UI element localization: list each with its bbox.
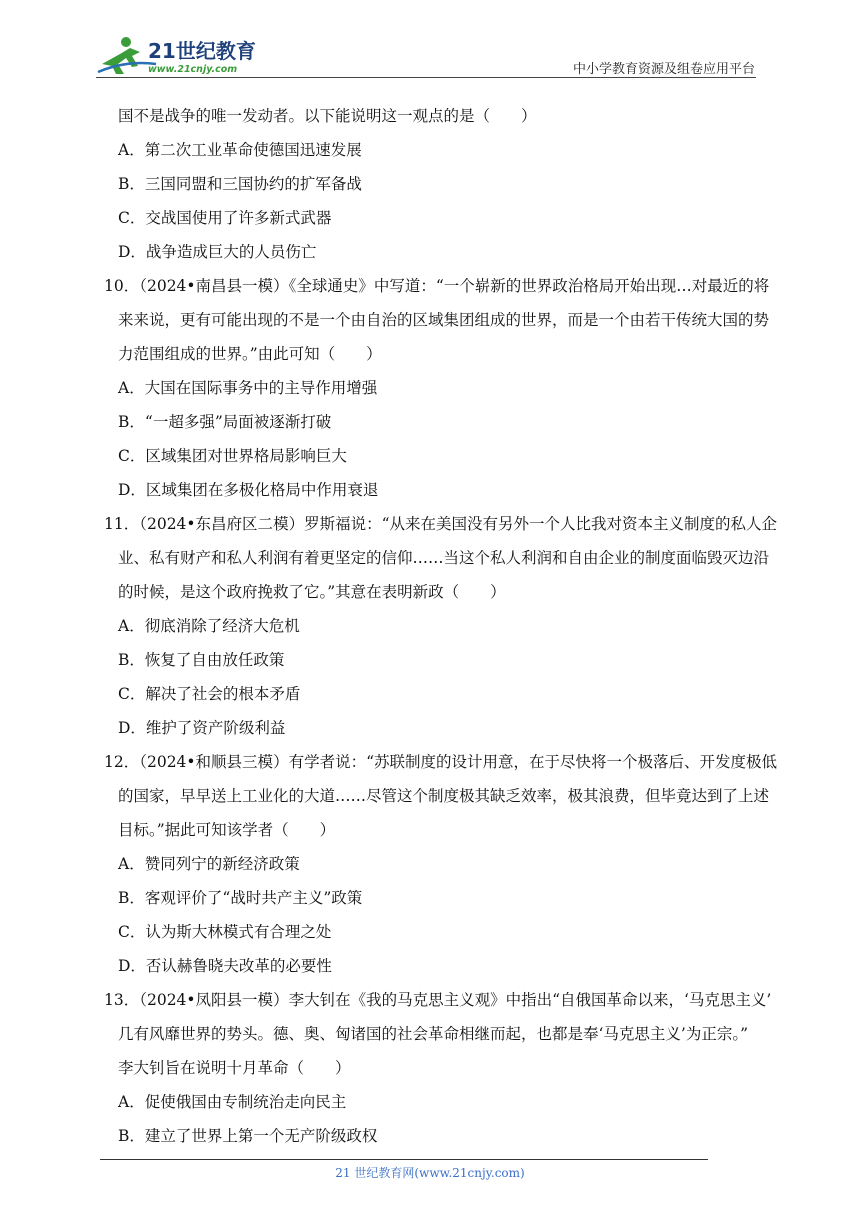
text-line: A．彻底消除了经济大危机 bbox=[118, 617, 300, 635]
text-line: B．客观评价了“战时共产主义”政策 bbox=[118, 889, 363, 907]
text-line: D．否认赫鲁晓夫改革的必要性 bbox=[118, 957, 332, 975]
text-line: C．交战国使用了许多新式武器 bbox=[118, 209, 332, 227]
question-stem-line: 13．（2024•凤阳县一模）李大钊在《我的马克思主义观》中指出“自俄国革命以来，‘马克思主义’ bbox=[104, 991, 772, 1009]
text-line: 业、私有财产和私人利润有着更坚定的信仰……当这个私人利润和自由企业的制度面临毁灭边沿 bbox=[118, 549, 770, 567]
text-line: 来来说，更有可能出现的不是一个由自治的区域集团组成的世界，而是一个由若干传统大国的势 bbox=[118, 311, 770, 329]
text-line: 的时候，是这个政府挽救了它。”其意在表明新政（ ） bbox=[118, 583, 506, 601]
question-stem-line: 10．（2024•南昌县一模）《全球通史》中写道：“一个崭新的世界政治格局开始出现…对最近的将 bbox=[104, 277, 770, 295]
question-stem-line: 12．（2024•和顺县三模）有学者说：“苏联制度的设计用意，在于尽快将一个极落后、开发度极低 bbox=[104, 753, 777, 771]
text-line: 几有风靡世界的势头。德、奥、匈诸国的社会革命相继而起，也都是奉‘马克思主义’为正宗。” bbox=[118, 1025, 749, 1043]
text-line: B．建立了世界上第一个无产阶级政权 bbox=[118, 1127, 378, 1145]
logo-text: 21世纪教育 bbox=[148, 39, 256, 63]
text-line: A．促使俄国由专制统治走向民主 bbox=[118, 1093, 347, 1111]
page-header bbox=[0, 0, 860, 80]
text-line: A．赞同列宁的新经济政策 bbox=[118, 855, 300, 873]
text-line: C．解决了社会的根本矛盾 bbox=[118, 685, 301, 703]
text-line: 目标。”据此可知该学者（ ） bbox=[118, 821, 336, 839]
site-logo bbox=[96, 34, 266, 78]
question-stem-line: 11．（2024•东昌府区二模）罗斯福说：“从来在美国没有另外一个人比我对资本主义制度的私人企 bbox=[104, 515, 777, 533]
text-line: C．认为斯大林模式有合理之处 bbox=[118, 923, 332, 941]
header-divider bbox=[96, 77, 756, 78]
text-line: D．区域集团在多极化格局中作用衰退 bbox=[118, 481, 379, 499]
platform-name: 中小学教育资源及组卷应用平台 bbox=[572, 62, 755, 77]
text-line: B．“一超多强”局面被逐渐打破 bbox=[118, 413, 332, 431]
question-content bbox=[104, 99, 778, 1153]
text-line: A．大国在国际事务中的主导作用增强 bbox=[118, 379, 378, 397]
text-line: D．战争造成巨大的人员伤亡 bbox=[118, 243, 317, 261]
text-line: B．三国同盟和三国协约的扩军备战 bbox=[118, 175, 362, 193]
footer-divider bbox=[100, 1159, 708, 1160]
text-line: 李大钊旨在说明十月革命（ ） bbox=[118, 1059, 351, 1077]
text-line: 力范围组成的世界。”由此可知（ ） bbox=[118, 345, 382, 363]
logo-url-text: www.21cnjy.com bbox=[148, 64, 238, 75]
text-line: D．维护了资产阶级利益 bbox=[118, 719, 286, 737]
text-line: B．恢复了自由放任政策 bbox=[118, 651, 285, 669]
footer-text: 21 世纪教育网(www.21cnjy.com) bbox=[335, 1166, 525, 1180]
text-line: C．区域集团对世界格局影响巨大 bbox=[118, 447, 347, 465]
text-line: A．第二次工业革命使德国迅速发展 bbox=[118, 141, 362, 159]
text-line: 国不是战争的唯一发动者。以下能说明这一观点的是（ ） bbox=[118, 107, 537, 125]
text-line: 的国家，早早送上工业化的大道……尽管这个制度极其缺乏效率，极其浪费，但毕竟达到了上述 bbox=[118, 787, 770, 805]
